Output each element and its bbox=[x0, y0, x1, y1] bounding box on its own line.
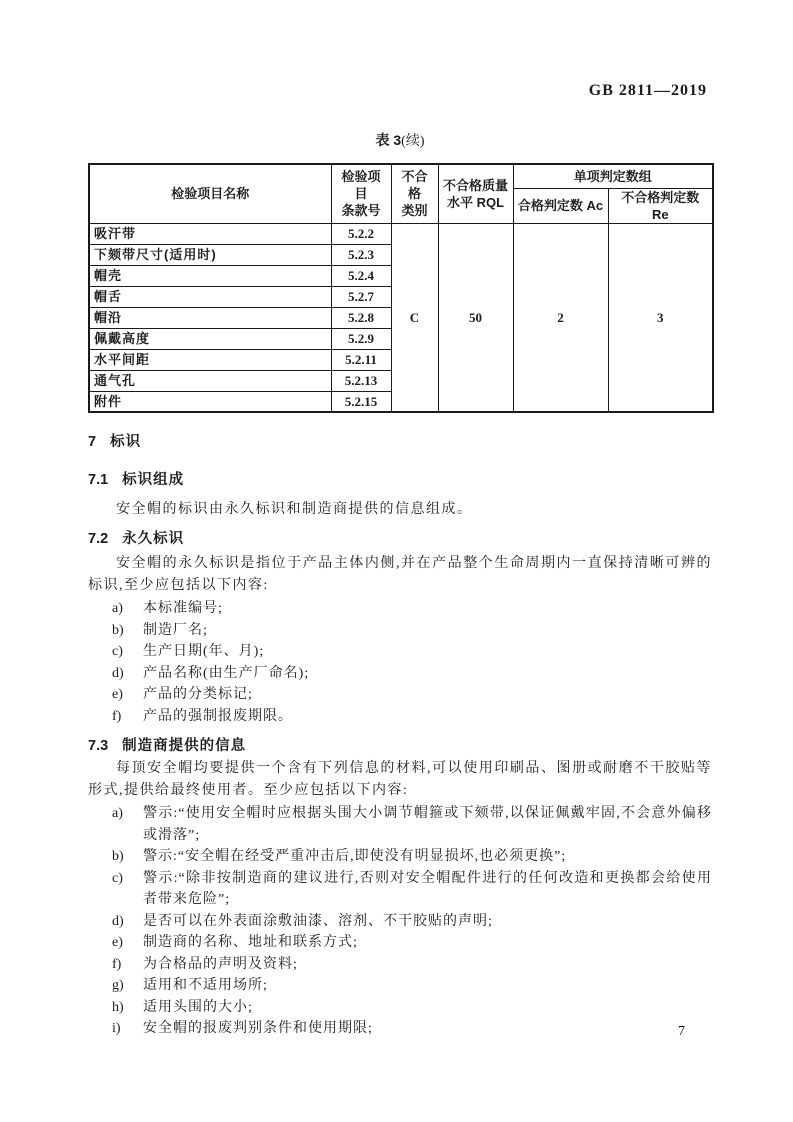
list-item bbox=[112, 663, 712, 685]
section-7-3-heading bbox=[88, 734, 712, 755]
inspection-items-table bbox=[88, 163, 714, 413]
section-7-number: 7 bbox=[88, 434, 97, 450]
clause-cell: 5.2.7 bbox=[331, 286, 391, 307]
section-7-2-paragraph: 安全帽的永久标识是指位于产品主体内侧,并在产品整个生命周期内一直保持清晰可辨的标识,至少应包括以下内容: bbox=[88, 556, 712, 593]
list-item-text: 产品的强制报废期限。 bbox=[143, 708, 293, 724]
standard-number: GB 2811—2019 bbox=[588, 82, 707, 99]
list-item-text: 本标准编号; bbox=[143, 601, 223, 616]
list-item bbox=[112, 932, 712, 954]
header-rql-line2: 水平 RQL bbox=[446, 194, 505, 210]
clause-cell: 5.2.4 bbox=[331, 265, 391, 286]
clause-cell: 5.2.15 bbox=[331, 391, 391, 412]
list-item-marker: e) bbox=[112, 935, 123, 950]
section-7-2-list bbox=[88, 598, 712, 727]
list-item bbox=[112, 975, 712, 997]
section-7-2-title: 永久标识 bbox=[122, 531, 185, 547]
ac-cell: 2 bbox=[513, 223, 608, 412]
list-item-marker: b) bbox=[112, 622, 124, 638]
list-item-text: 适用和不适用场所; bbox=[143, 978, 268, 993]
section-7-heading bbox=[88, 430, 712, 451]
list-item-marker: b) bbox=[112, 849, 124, 864]
clause-cell: 5.2.8 bbox=[331, 307, 391, 328]
header-item-name: 检验项目名称 bbox=[89, 164, 331, 223]
table-header-row-1 bbox=[89, 164, 713, 188]
list-item bbox=[112, 641, 712, 663]
header-defect-category-line2: 类别 bbox=[401, 203, 428, 219]
list-item-marker: g) bbox=[112, 978, 124, 993]
section-7-1-heading bbox=[88, 468, 712, 489]
clause-cell: 5.2.2 bbox=[331, 223, 391, 244]
list-item bbox=[112, 620, 712, 642]
item-name-cell: 帽舌 bbox=[89, 286, 331, 307]
list-item-text: 制造商的名称、地址和联系方式; bbox=[143, 935, 358, 950]
list-item-marker: a) bbox=[112, 601, 123, 616]
list-item bbox=[112, 684, 712, 706]
list-item-marker: i) bbox=[112, 1021, 121, 1036]
list-item-text: 适用头围的大小; bbox=[143, 999, 253, 1015]
list-item-text: 是否可以在外表面涂敷油漆、溶剂、不干胶贴的声明; bbox=[143, 913, 493, 929]
list-item-text: 生产日期(年、月); bbox=[143, 644, 265, 659]
header-ac: 合格判定数 Ac bbox=[513, 188, 608, 223]
item-name-cell: 下颏带尺寸(适用时) bbox=[89, 244, 331, 265]
header-defect-category-line1: 不合格 bbox=[401, 169, 428, 202]
list-item-marker: c) bbox=[112, 870, 123, 886]
section-7-3-paragraph: 每顶安全帽均要提供一个含有下列信息的材料,可以使用印刷品、图册或耐磨不干胶贴等形式,提供给最终使用者。至少应包括以下内容: bbox=[88, 761, 712, 798]
list-item-text: 产品的分类标记; bbox=[143, 687, 253, 702]
list-item-text: 警示:“除非按制造商的建议进行,否则对安全帽配件进行的任何改造和更换都会给使用者带来危险”; bbox=[143, 870, 712, 907]
page-number: 7 bbox=[678, 1024, 685, 1039]
list-item bbox=[112, 997, 712, 1019]
item-name-cell: 吸汗带 bbox=[89, 223, 331, 244]
list-item-marker: c) bbox=[112, 644, 123, 659]
header-defect-category bbox=[391, 164, 438, 223]
clause-cell: 5.2.9 bbox=[331, 328, 391, 349]
list-item-marker: d) bbox=[112, 913, 124, 929]
header-re: 不合格判定数 Re bbox=[608, 188, 713, 223]
section-7-2-number: 7.2 bbox=[88, 531, 109, 547]
list-item bbox=[112, 1018, 712, 1040]
section-7-title: 标识 bbox=[110, 434, 142, 450]
list-item-marker: a) bbox=[112, 806, 123, 821]
clause-cell: 5.2.13 bbox=[331, 370, 391, 391]
list-item bbox=[112, 911, 712, 933]
table-title-continued-note: (续) bbox=[401, 134, 425, 149]
section-7-1-paragraph: 安全帽的标识由永久标识和制造商提供的信息组成。 bbox=[116, 502, 473, 517]
clause-cell: 5.2.3 bbox=[331, 244, 391, 265]
header-rql-line1: 不合格质量 bbox=[442, 177, 508, 193]
list-item-text: 警示:“安全帽在经受严重冲击后,即使没有明显损坏,也必须更换”; bbox=[143, 849, 567, 864]
list-item bbox=[112, 803, 712, 846]
rql-cell: 50 bbox=[438, 223, 513, 412]
list-item-marker: d) bbox=[112, 665, 124, 681]
table-title bbox=[88, 130, 712, 150]
item-name-cell: 通气孔 bbox=[89, 370, 331, 391]
table-row bbox=[89, 223, 713, 244]
header-clause-line1: 检验项目 bbox=[341, 169, 381, 202]
header-clause-line2: 条款号 bbox=[341, 203, 381, 219]
section-7-3-list bbox=[88, 803, 712, 1040]
header-rql bbox=[438, 164, 513, 223]
list-item-text: 为合格品的声明及资料; bbox=[143, 956, 298, 972]
list-item-marker: f) bbox=[112, 956, 122, 972]
list-item bbox=[112, 846, 712, 868]
list-item-marker: f) bbox=[112, 708, 122, 724]
list-item bbox=[112, 954, 712, 976]
header-judgment-group: 单项判定数组 bbox=[513, 164, 713, 188]
list-item-text: 产品名称(由生产厂命名); bbox=[143, 665, 310, 681]
list-item-marker: e) bbox=[112, 687, 123, 702]
defect-category-cell: C bbox=[391, 223, 438, 412]
section-7-1-number: 7.1 bbox=[88, 472, 109, 488]
list-item-text: 警示:“使用安全帽时应根据头围大小调节帽箍或下颏带,以保证佩戴牢固,不会意外偏移或滑落”; bbox=[143, 806, 712, 843]
section-7-3-title: 制造商提供的信息 bbox=[122, 738, 247, 754]
clause-cell: 5.2.11 bbox=[331, 349, 391, 370]
section-7-3-number: 7.3 bbox=[88, 738, 109, 754]
item-name-cell: 水平间距 bbox=[89, 349, 331, 370]
item-name-cell: 帽沿 bbox=[89, 307, 331, 328]
item-name-cell: 附件 bbox=[89, 391, 331, 412]
section-7-1-title: 标识组成 bbox=[122, 472, 185, 488]
list-item bbox=[112, 598, 712, 620]
list-item-text: 制造厂名; bbox=[143, 622, 208, 638]
re-cell: 3 bbox=[608, 223, 713, 412]
list-item-text: 安全帽的报废判别条件和使用期限; bbox=[143, 1021, 373, 1036]
item-name-cell: 佩戴高度 bbox=[89, 328, 331, 349]
list-item-marker: h) bbox=[112, 999, 124, 1015]
list-item bbox=[112, 868, 712, 911]
list-item bbox=[112, 706, 712, 728]
header-clause bbox=[331, 164, 391, 223]
item-name-cell: 帽壳 bbox=[89, 265, 331, 286]
table-title-label: 表 3 bbox=[375, 132, 402, 148]
section-7-2-heading bbox=[88, 527, 712, 548]
